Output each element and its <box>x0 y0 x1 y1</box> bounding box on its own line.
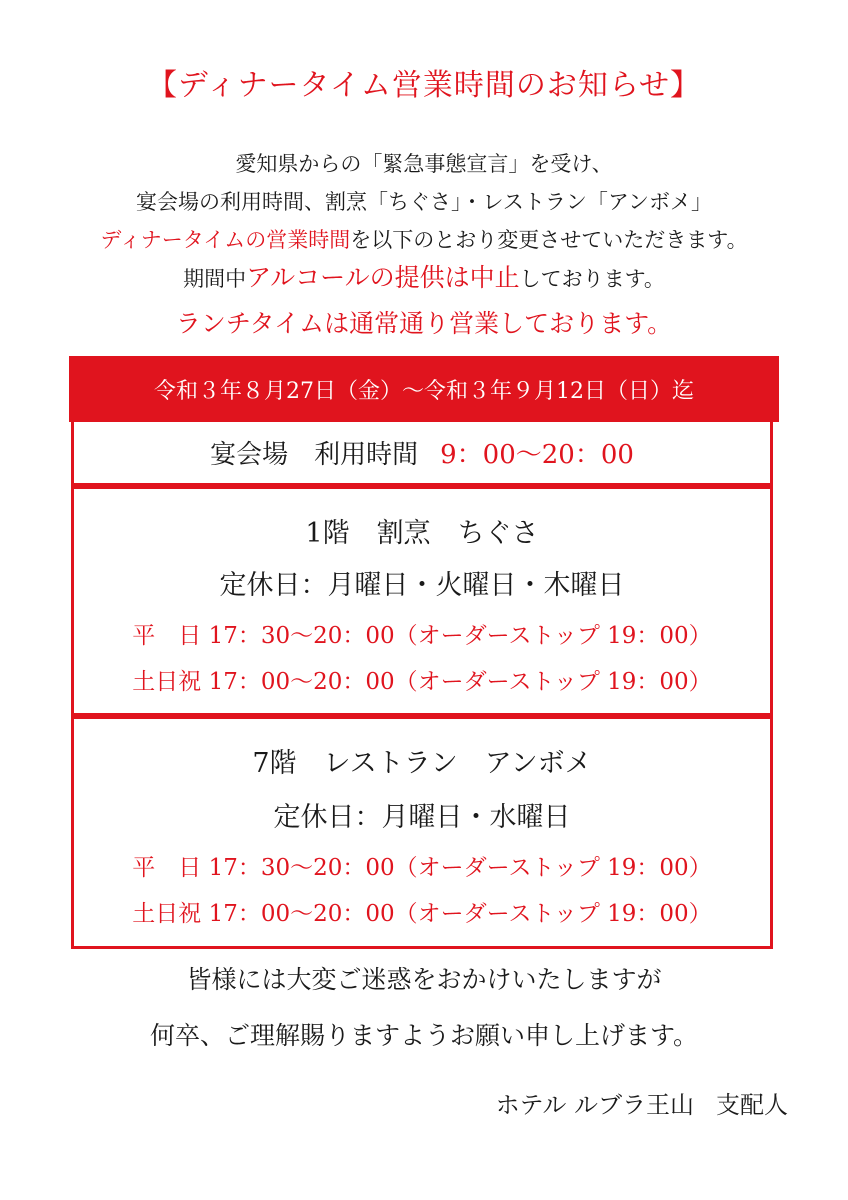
chigusa-weekend-hours: 土日祝 17：00～20：00（オーダーストップ 19：00） <box>132 669 712 695</box>
period-banner: 令和３年８月27日（金）～令和３年９月12日（日）迄 <box>69 356 779 422</box>
intro-line-4-pre: 期間中 <box>183 267 247 291</box>
intro-line-4-emphasis: アルコールの提供は中止 <box>246 263 520 292</box>
intro-line-3 <box>0 221 848 259</box>
intro-line-4-post: しております。 <box>519 267 665 291</box>
intro-line-4 <box>0 259 848 298</box>
closing-line-1: 皆様には大変ご迷惑をおかけいたしますが <box>186 965 662 994</box>
chigusa-box <box>71 486 773 716</box>
lunch-notice: ランチタイムは通常通り営業しております。 <box>175 309 673 338</box>
ambome-closed-days: 定休日：月曜日・水曜日 <box>273 802 571 833</box>
ambome-box <box>71 716 773 949</box>
chigusa-weekday-hours: 平 日 17：30～20：00（オーダーストップ 19：00） <box>132 623 712 649</box>
intro-line-1: 愛知県からの「緊急事態宣言」を受け、 <box>235 152 613 176</box>
chigusa-closed-days: 定休日：月曜日・火曜日・木曜日 <box>219 570 625 601</box>
banquet-hall-label: 宴会場 利用時間 <box>210 440 419 470</box>
intro-text <box>0 145 848 350</box>
banquet-hall-hours: 9：00～20：00 <box>440 440 634 470</box>
signature-hotel: ホテル ルブラ王山 <box>495 1091 694 1119</box>
ambome-weekend-hours: 土日祝 17：00～20：00（オーダーストップ 19：00） <box>132 901 712 927</box>
notice-title: 【ディナータイム営業時間のお知らせ】 <box>146 68 702 103</box>
ambome-weekday-hours: 平 日 17：30～20：00（オーダーストップ 19：00） <box>132 855 712 881</box>
closing-message <box>0 952 848 1064</box>
intro-line-2: 宴会場の利用時間、割烹「ちぐさ」・レストラン「アンボメ」 <box>135 190 713 214</box>
signature-role: 支配人 <box>716 1091 788 1119</box>
signature <box>496 1085 788 1120</box>
intro-line-3-emphasis: ディナータイムの営業時間 <box>100 228 351 252</box>
closing-line-2: 何卒、ご理解賜りますようお願い申し上げます。 <box>149 1021 698 1050</box>
chigusa-title: 1階 割烹 ちぐさ <box>305 518 539 549</box>
intro-line-3-rest: を以下のとおり変更させていただきます。 <box>350 228 748 252</box>
banquet-hall-box <box>71 422 773 486</box>
ambome-title: 7階 レストラン アンボメ <box>252 748 592 779</box>
